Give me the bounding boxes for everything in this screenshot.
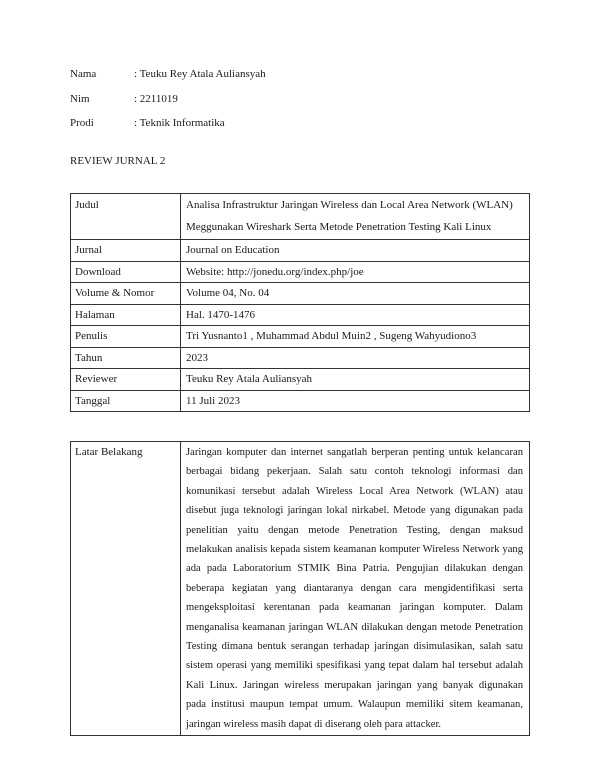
field-value: : Teuku Rey Atala Auliansyah bbox=[134, 68, 266, 80]
background-table bbox=[70, 441, 530, 736]
table-row bbox=[71, 283, 530, 305]
table-row bbox=[71, 194, 530, 240]
row-key: Latar Belakang bbox=[71, 442, 181, 736]
table-row bbox=[71, 261, 530, 283]
row-key: Tanggal bbox=[71, 390, 181, 412]
row-key: Reviewer bbox=[71, 369, 181, 391]
field-label: Nim bbox=[70, 93, 90, 105]
field-value: : Teknik Informatika bbox=[134, 117, 225, 129]
row-value: Jaringan komputer dan internet sangatlah berperan penting untuk kelancaran berbagai bidang pekerjaan. Salah satu contoh teknologi informasi dan komunikasi tersebut adalah Wireless Local Area Network (WLAN) atau disebut juga teknologi jaringan lokal nirkabel. Metode yang digunakan pada penelitian yaitu dengan metode Penetration Testing, dengan maksud melakukan analisis kepada sistem keamanan komputer Wireless Network yang ada pada Laboratorium STMIK Bina Patria. Pengujian dilakukan dengan beberapa kegiatan yang diantaranya dengan cara mengidentifikasi serta mengeksploitasi kerentanan pada keamanan jaringan komputer. Dalam menganalisa keamanan jaringan WLAN dilakukan dengan metode Penetration Testing dimana bentuk serangan terhadap jaringan disimulasikan, salah satu sistem operasi yang memiliki spesifikasi yang tepat dalam hal tersebut adalah Kali Linux. Jaringan wireless merupakan jaringan yang banyak digunakan pada institusi maupun tempat umum. Walaupun memiliki sitem keamanan, jaringan wireless masih dapat di diserang oleh para attacker. bbox=[181, 442, 530, 736]
row-key: Penulis bbox=[71, 326, 181, 348]
row-value: Analisa Infrastruktur Jaringan Wireless dan Local Area Network (WLAN) Meggunakan Wireshark Serta Metode Penetration Testing Kali Linux bbox=[181, 194, 530, 240]
table-row bbox=[71, 240, 530, 262]
row-key: Volume & Nomor bbox=[71, 283, 181, 305]
row-key: Tahun bbox=[71, 347, 181, 369]
row-value: Journal on Education bbox=[181, 240, 530, 262]
field-label: Prodi bbox=[70, 117, 94, 129]
page-title: REVIEW JURNAL 2 bbox=[70, 155, 166, 167]
row-value: Volume 04, No. 04 bbox=[181, 283, 530, 305]
review-table bbox=[70, 193, 530, 412]
row-value: 11 Juli 2023 bbox=[181, 390, 530, 412]
table-row bbox=[71, 442, 530, 736]
row-key: Download bbox=[71, 261, 181, 283]
table-row bbox=[71, 304, 530, 326]
table-row bbox=[71, 347, 530, 369]
row-key: Halaman bbox=[71, 304, 181, 326]
field-label: Nama bbox=[70, 68, 97, 80]
row-value: Teuku Rey Atala Auliansyah bbox=[181, 369, 530, 391]
field-value: : 2211019 bbox=[134, 93, 178, 105]
table-row bbox=[71, 390, 530, 412]
row-value: Tri Yusnanto1 , Muhammad Abdul Muin2 , Sugeng Wahyudiono3 bbox=[181, 326, 530, 348]
row-value: Hal. 1470-1476 bbox=[181, 304, 530, 326]
table-row bbox=[71, 369, 530, 391]
table-row bbox=[71, 326, 530, 348]
row-value: Website: http://jonedu.org/index.php/joe bbox=[181, 261, 530, 283]
row-key: Judul bbox=[71, 194, 181, 240]
row-key: Jurnal bbox=[71, 240, 181, 262]
row-value: 2023 bbox=[181, 347, 530, 369]
